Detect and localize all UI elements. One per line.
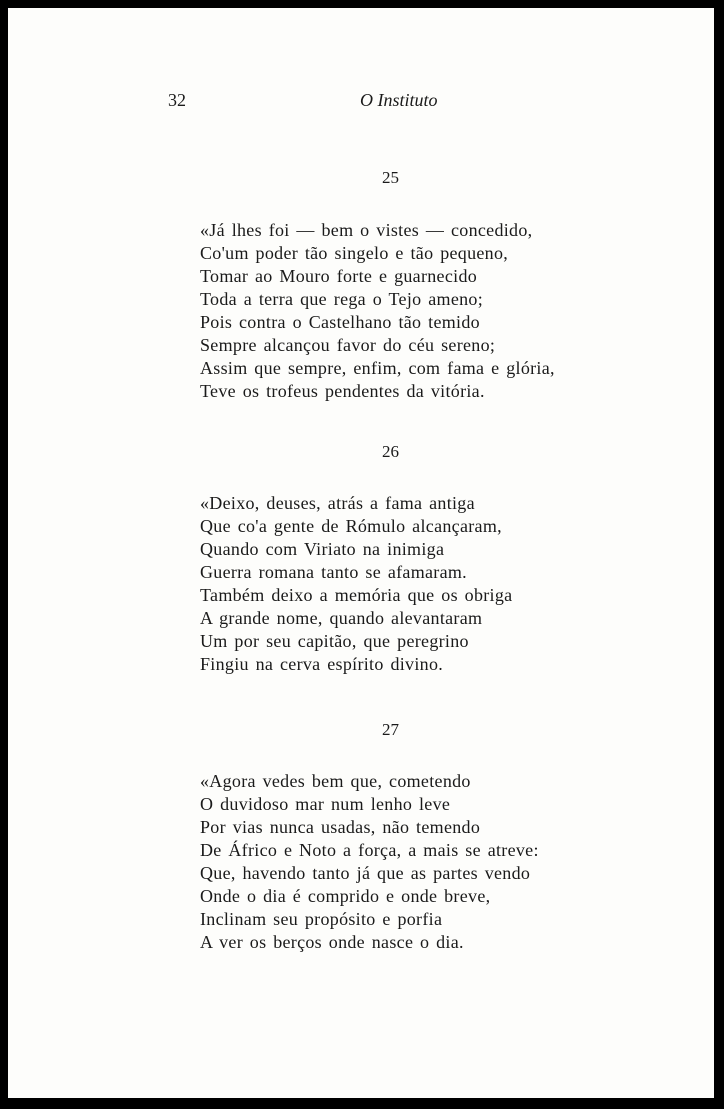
stanza [200,219,680,403]
verse-line: Assim que sempre, enfim, com fama e glória, [200,358,555,378]
verse-line: «Já lhes foi — bem o vistes — concedido, [200,220,533,240]
verse-line: Sempre alcançou favor do céu sereno; [200,335,496,355]
verse-line: Inclinam seu propósito e porfia [200,909,443,929]
verse-line: Fingiu na cerva espírito divino. [200,654,444,674]
stanza-number: 27 [382,720,399,739]
verse-line: Quando com Viriato na inimiga [200,539,445,559]
verse-line: «Deixo, deuses, atrás a fama antiga [200,493,475,513]
verse-line: A ver os berços onde nasce o dia. [200,932,464,952]
verse-line: O duvidoso mar num lenho leve [200,794,451,814]
book-page [8,8,714,1098]
verse-line: «Agora vedes bem que, cometendo [200,771,471,791]
verse-line: De Áfrico e Noto a força, a mais se atreve: [200,840,539,860]
verse-line: Teve os trofeus pendentes da vitória. [200,381,485,401]
page-number: 32 [168,90,186,110]
verse-line: Que, havendo tanto já que as partes vendo [200,863,531,883]
verse-line: Guerra romana tanto se afamaram. [200,562,467,582]
stanza-number: 25 [382,168,399,187]
stanza [200,492,680,676]
verse-line: Um por seu capitão, que peregrino [200,631,469,651]
verse-line: Onde o dia é comprido e onde breve, [200,886,491,906]
verse-line: Tomar ao Mouro forte e guarnecido [200,266,478,286]
verse-line: Co'um poder tão singelo e tão pequeno, [200,243,509,263]
stanza [200,770,680,954]
stanza-number: 26 [382,442,399,461]
verse-line: Também deixo a memória que os obriga [200,585,513,605]
verse-line: Por vias nunca usadas, não temendo [200,817,481,837]
verse-line: Toda a terra que rega o Tejo ameno; [200,289,484,309]
verse-line: Que co'a gente de Rómulo alcançaram, [200,516,502,536]
running-title: O Instituto [360,90,438,110]
verse-line: A grande nome, quando alevantaram [200,608,483,628]
verse-line: Pois contra o Castelhano tão temido [200,312,480,332]
